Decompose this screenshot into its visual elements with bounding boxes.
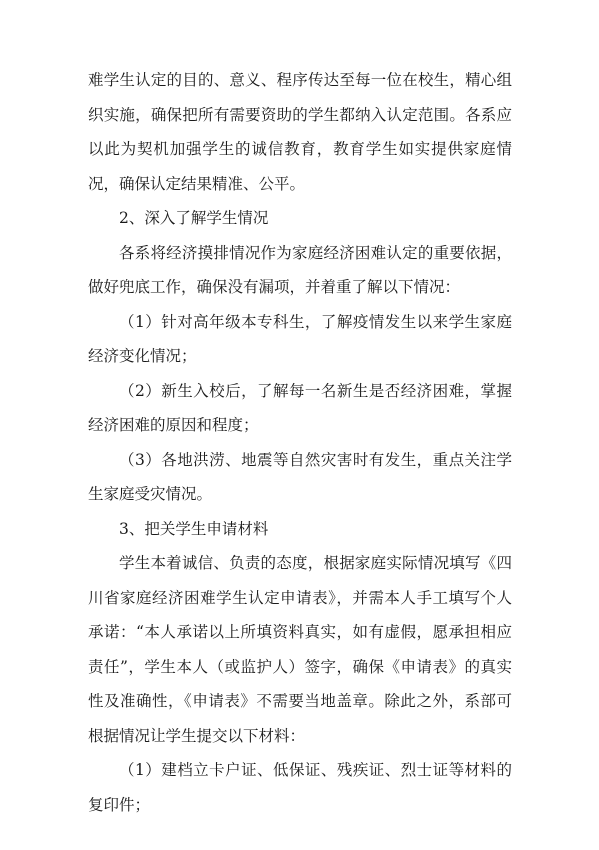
list-item-3-1: （1）建档立卡户证、低保证、残疾证、烈士证等材料的复印件； (88, 761, 512, 814)
list-item-2-3: （3）各地洪涝、地震等自然灾害时有发生，重点关注学生家庭受灾情况。 (88, 450, 512, 503)
paragraph-item-3-body: 学生本着诚信、负责的态度，根据家庭实际情况填写《四川省家庭经济困难学生认定申请表》，并需本人手工填写个人承诺：“本人承诺以上所填资料真实，如有虚假，愿承担相应责任”，学生本人（或监护人）签字，确保《申请表》的真实性及准确性，《申请表》不需要当地盖章。除此之外，系部可根据情况让学生提交以下材料： (88, 554, 512, 745)
heading-item-2: 2、深入了解学生情况 (119, 209, 269, 227)
document-body (88, 63, 512, 822)
list-item-2-1: （1）针对高年级本专科生，了解疫情发生以来学生家庭经济变化情况； (88, 312, 512, 365)
heading-item-3: 3、把关学生申请材料 (119, 519, 269, 538)
paragraph-continuation: 难学生认定的目的、意义、程序传达至每一位在校生，精心组织实施，确保把所有需要资助的学生都纳入认定范围。各系应以此为契机加强学生的诚信教育，教育学生如实提供家庭情况，确保认定结果精准、公平。 (88, 71, 512, 193)
list-item-2-2: （2）新生入校后，了解每一名新生是否经济困难，掌握经济困难的原因和程度； (88, 381, 512, 434)
paragraph-item-2-body: 各系将经济摸排情况作为家庭经济困难认定的重要依据，做好兜底工作，确保没有漏项，并着重了解以下情况： (88, 243, 512, 296)
